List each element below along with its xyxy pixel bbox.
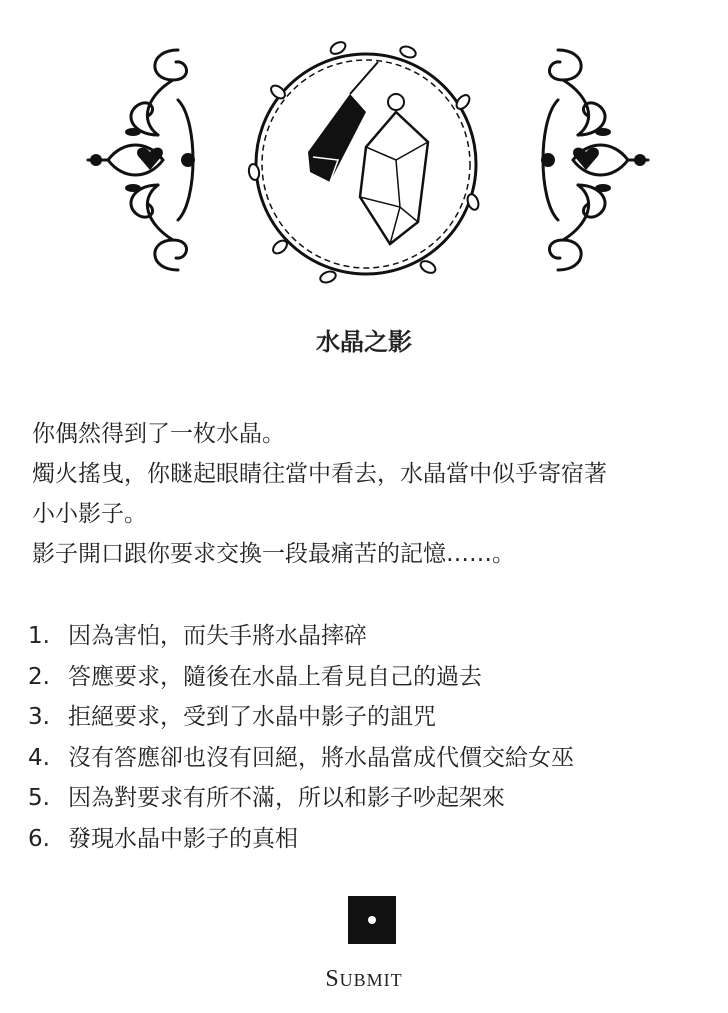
submit-button[interactable] — [348, 896, 396, 944]
intro-text — [32, 414, 712, 574]
left-flourish-icon — [78, 40, 208, 280]
header-artwork — [0, 0, 728, 300]
option-text: 答應要求，隨後在水晶上看見自己的過去 — [68, 663, 482, 690]
answer-option-4[interactable] — [28, 738, 718, 779]
answer-option-5[interactable] — [28, 778, 718, 819]
intro-line: 影子開口跟你要求交換一段最痛苦的記憶……。 — [32, 541, 515, 567]
crystal-wreath-emblem-icon — [238, 32, 494, 294]
answer-option-2[interactable] — [28, 657, 718, 698]
answer-option-6[interactable] — [28, 819, 718, 860]
option-text: 拒絕要求，受到了水晶中影子的詛咒 — [68, 704, 436, 730]
intro-line: 你偶然得到了一枚水晶。 — [32, 421, 285, 447]
option-number: 4. — [28, 744, 50, 771]
option-number: 1. — [28, 623, 50, 649]
option-text: 因為對要求有所不滿，所以和影子吵起架來 — [68, 785, 505, 811]
page-title: 水晶之影 — [316, 328, 412, 356]
submit-label-rest: UBMIT — [339, 970, 403, 990]
intro-line: 燭火搖曳，你瞇起眼睛往當中看去，水晶當中似乎寄宿著 — [32, 461, 607, 487]
right-flourish-icon — [528, 40, 658, 280]
answer-option-3[interactable] — [28, 697, 718, 738]
dot-icon — [368, 916, 376, 924]
intro-line: 小小影子。 — [32, 501, 147, 527]
submit-label[interactable] — [0, 966, 728, 993]
option-text: 因為害怕，而失手將水晶摔碎 — [68, 623, 367, 649]
answer-option-1[interactable] — [28, 616, 718, 657]
answer-options-list — [28, 616, 718, 859]
option-number: 3. — [28, 704, 50, 730]
option-text: 沒有答應卻也沒有回絕，將水晶當成代價交給女巫 — [68, 744, 574, 771]
option-number: 6. — [28, 825, 50, 852]
option-text: 發現水晶中影子的真相 — [68, 825, 298, 852]
submit-label-initial: S — [325, 966, 340, 992]
option-number: 5. — [28, 785, 50, 811]
option-number: 2. — [28, 663, 50, 690]
